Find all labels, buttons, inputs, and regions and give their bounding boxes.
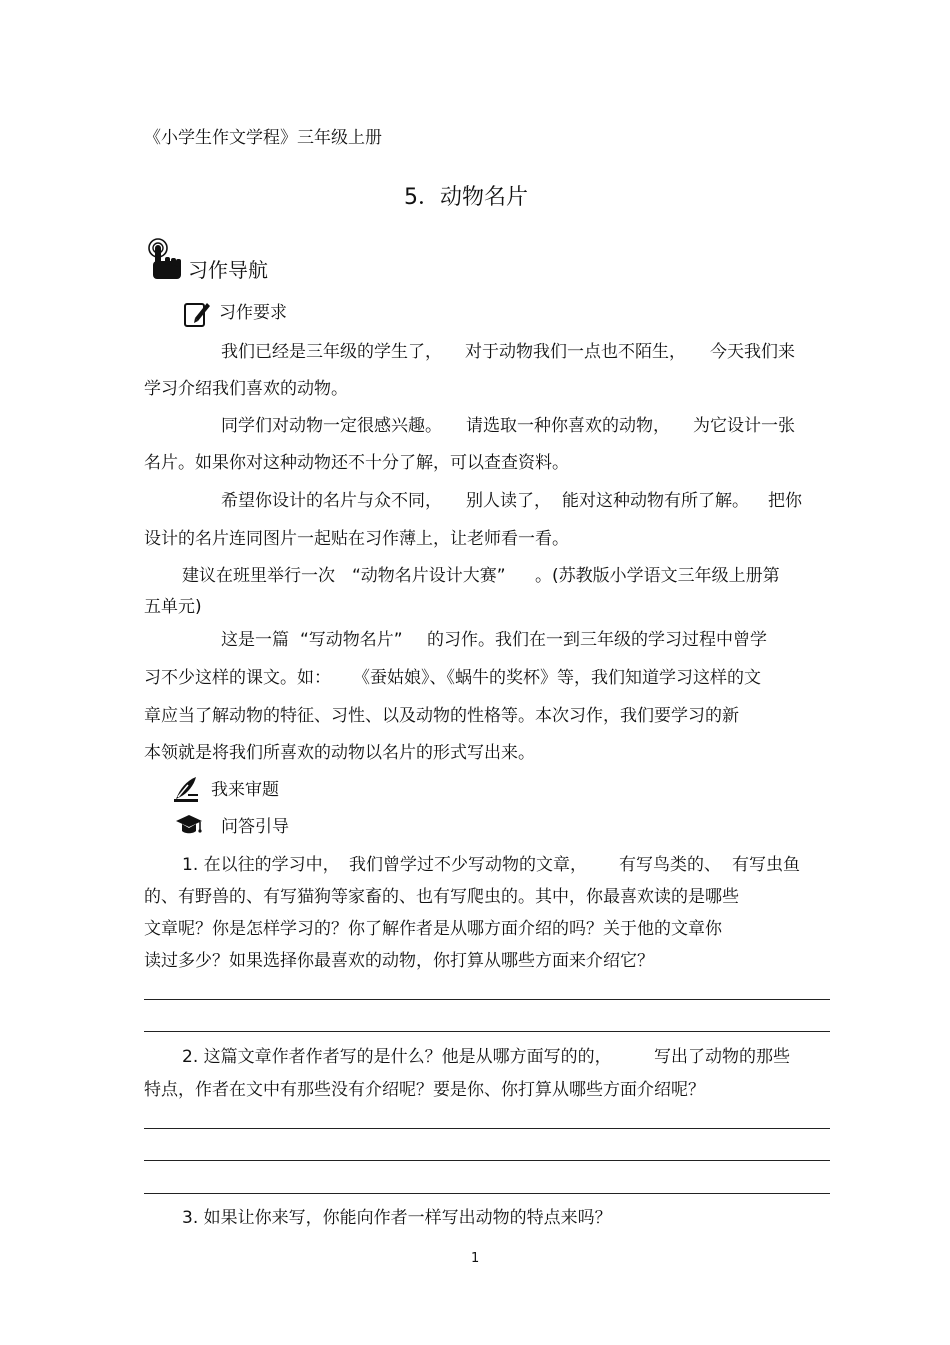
paragraph-line: 能对这种动物有所了解。 <box>562 491 749 511</box>
review-label: 我来审题 <box>211 780 279 800</box>
paragraph-line: 习不少这样的课文。如： <box>144 668 331 688</box>
question-line: 我们曾学过不少写动物的文章， <box>349 855 587 875</box>
paragraph-line: “写动物名片” <box>300 630 403 650</box>
answer-line <box>144 1193 830 1194</box>
paragraph-line: 这是一篇 <box>221 630 289 650</box>
paragraph-line: 为它设计一张 <box>693 416 795 436</box>
paragraph-line: 对于动物我们一点也不陌生， <box>465 342 686 362</box>
answer-line <box>144 1128 830 1129</box>
paragraph-line: 同学们对动物一定很感兴趣。 <box>221 416 442 436</box>
paragraph-line: 的习作。我们在一到三年级的学习过程中曾学 <box>427 630 767 650</box>
paragraph-line: 学习介绍我们喜欢的动物。 <box>144 379 348 399</box>
paragraph-line: 名片。如果你对这种动物还不十分了解，可以查查资料。 <box>144 453 569 473</box>
quill-pen-icon <box>172 775 200 803</box>
graduation-cap-icon <box>175 813 203 837</box>
section-nav-label: 习作导航 <box>188 258 268 282</box>
question-line: 3. 如果让你来写，你能向作者一样写出动物的特点来吗？ <box>182 1208 612 1228</box>
question-line: 的、有野兽的、有写猫狗等家畜的、也有写爬虫的。其中，你最喜欢读的是哪些 <box>144 887 739 907</box>
question-line: 文章呢？你是怎样学习的？你了解作者是从哪方面介绍的吗？关于他的文章你 <box>144 919 722 939</box>
paragraph-line: 建议在班里举行一次 <box>182 566 335 586</box>
paragraph-line: 请选取一种你喜欢的动物， <box>466 416 670 436</box>
answer-line <box>144 1160 830 1161</box>
pointer-hand-icon <box>147 237 183 281</box>
book-title: 《小学生作文学程》三年级上册 <box>144 128 382 148</box>
qa-label: 问答引导 <box>221 817 289 837</box>
question-line: 1. 在以往的学习中， <box>182 855 340 875</box>
question-line: 读过多少？如果选择你最喜欢的动物，你打算从哪些方面来介绍它？ <box>144 951 654 971</box>
answer-line <box>144 999 830 1000</box>
paragraph-line: 章应当了解动物的特征、习性、以及动物的性格等。本次习作，我们要学习的新 <box>144 706 739 726</box>
question-line: 有写虫鱼 <box>732 855 800 875</box>
answer-line <box>144 1031 830 1032</box>
pencil-note-icon <box>183 300 211 328</box>
paragraph-line: 把你 <box>768 491 802 511</box>
paragraph-line: 设计的名片连同图片一起贴在习作薄上，让老师看一看。 <box>144 529 569 549</box>
paragraph-line: “动物名片设计大赛” <box>352 566 506 586</box>
paragraph-line: 今天我们来 <box>710 342 795 362</box>
paragraph-line: 五单元) <box>144 597 202 617</box>
requirement-label: 习作要求 <box>219 303 287 323</box>
lesson-title: 5．动物名片 <box>404 185 528 210</box>
question-line: 写出了动物的那些 <box>654 1047 790 1067</box>
paragraph-line: 《蚕姑娘》、《蜗牛的奖杯》等，我们知道学习这样的文 <box>353 668 761 688</box>
paragraph-line: 我们已经是三年级的学生了， <box>221 342 442 362</box>
question-line: 特点，作者在文中有那些没有介绍呢？要是你、你打算从哪些方面介绍呢？ <box>144 1080 705 1100</box>
paragraph-line: 别人读了， <box>466 491 551 511</box>
paragraph-line: 希望你设计的名片与众不同， <box>221 491 442 511</box>
question-line: 2. 这篇文章作者作者写的是什么？他是从哪方面写的的， <box>182 1047 612 1067</box>
page-number: 1 <box>471 1251 480 1266</box>
question-line: 有写鸟类的、 <box>619 855 721 875</box>
paragraph-line: 本领就是将我们所喜欢的动物以名片的形式写出来。 <box>144 743 535 763</box>
paragraph-line: 。(苏教版小学语文三年级上册第 <box>535 566 780 586</box>
